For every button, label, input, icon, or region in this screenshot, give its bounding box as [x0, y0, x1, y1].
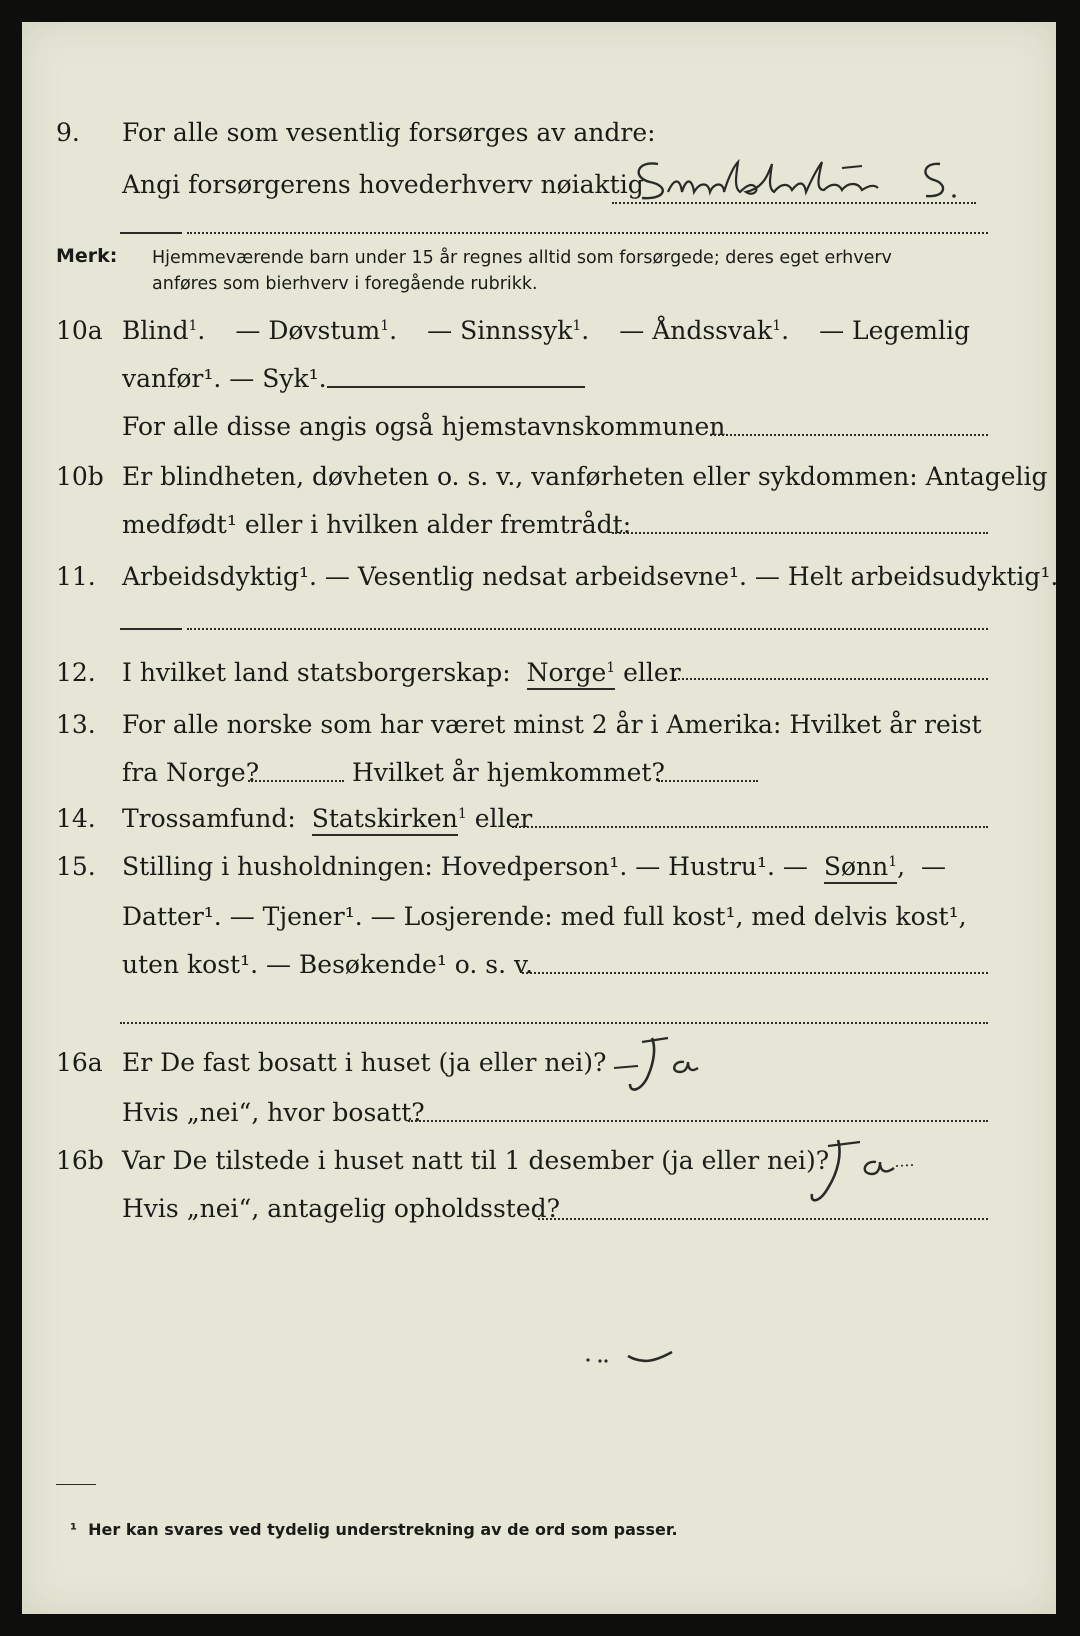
q14-line: Trossamfund: Statskirken$^1$ eller [122, 804, 532, 833]
q12-line [122, 658, 681, 687]
q14-prompt: Trossamfund: [122, 804, 296, 833]
q10a-legemlig: — Legemlig [819, 316, 970, 345]
q10a-syk-answer-line [327, 386, 585, 388]
q11-line1: Arbeidsdyktig¹. — Vesentlig nedsat arbeidsevne¹. — Helt arbeidsudyktig¹. [122, 562, 1059, 591]
q9-number: 9. [56, 118, 80, 147]
q10a-andssvak: — Åndssvak$^1$. [619, 316, 790, 345]
q9-line2: Angi forsørgerens hovederhverv nøiaktig [122, 170, 644, 199]
footnote [70, 1520, 678, 1539]
q15-line3: uten kost¹. — Besøkende¹ o. s. v. [122, 950, 534, 979]
q10a-number: 10a [56, 316, 103, 345]
q11-dotted-line [187, 628, 988, 630]
q13-line2a: fra Norge? [122, 758, 260, 787]
q15-dotted-line [522, 972, 988, 974]
q14-statskirken-underlined: Statskirken [312, 804, 458, 836]
q15-line1: Stilling i husholdningen: Hovedperson¹. — Hustru¹. — Sønn$^1$, — [122, 852, 946, 881]
q12-eller: eller [623, 658, 681, 687]
q10a-sinnssyk: — Sinnssyk$^1$. [427, 316, 590, 345]
q10b-line2: medfødt¹ eller i hvilken alder fremtrådt: [122, 510, 632, 539]
q10b-line1: Er blindheten, døvheten o. s. v., vanførheten eller sykdommen: Antagelig [122, 462, 1048, 491]
q15-sonn-underlined: Sønn$^1$ [824, 852, 897, 884]
handwritten-answer-smaabruker [628, 142, 968, 208]
q10b-number: 10b [56, 462, 104, 491]
handwritten-answer-ja-16b [802, 1132, 922, 1216]
q16b-line2: Hvis „nei“, antagelig opholdssted? [122, 1194, 561, 1223]
q16a-line1: Er De fast bosatt i huset (ja eller nei)? [122, 1048, 607, 1077]
q15-extra-dotted-line [120, 1022, 988, 1024]
q9-short-rule [120, 232, 182, 234]
q10a-line2: vanfør¹. — Syk¹. [122, 364, 327, 393]
q13-number: 13. [56, 710, 96, 739]
merk-line2: anføres som bierhverv i foregående rubrikk. [152, 274, 538, 294]
q9-extra-dotted-line [187, 232, 988, 234]
q10a-line1 [122, 316, 970, 345]
census-form-page [22, 22, 1059, 1614]
q10a-line3: For alle disse angis også hjemstavnskommunen [122, 412, 726, 441]
q11-short-rule [120, 628, 182, 630]
q16b-number: 16b [56, 1146, 104, 1175]
q13-line1: For alle norske som har været minst 2 år i Amerika: Hvilket år reist [122, 710, 982, 739]
q14-number: 14. [56, 804, 96, 833]
q9-line1: For alle som vesentlig forsørges av andre: [122, 118, 656, 147]
handwritten-answer-ja-16a [608, 1032, 718, 1102]
q10a-dovstum: — Døvstum$^1$. [235, 316, 398, 345]
q16a-number: 16a [56, 1048, 103, 1077]
q15-number: 15. [56, 852, 96, 881]
q13-reist-dotted-line [248, 780, 344, 782]
q11-number: 11. [56, 562, 96, 591]
footnote-rule [56, 1484, 96, 1485]
q16b-dotted-line [538, 1218, 988, 1220]
merk-line1: Hjemmeværende barn under 15 år regnes alltid som forsørgede; deres eget erhverv [152, 248, 892, 268]
q13-line2b: Hvilket år hjemkommet? [352, 758, 665, 787]
q16a-line2: Hvis „nei“, hvor bosatt? [122, 1098, 425, 1127]
q14-dotted-line [512, 826, 988, 828]
q10a-hjemstavn-dotted-line [710, 434, 988, 436]
q12-norge-underlined: Norge$^1$ [527, 658, 616, 690]
q10b-dotted-line [612, 532, 988, 534]
q16b-line1: Var De tilstede i huset natt til 1 desember (ja eller nei)? [122, 1146, 830, 1175]
q10a-blind: Blind$^1$. [122, 316, 206, 345]
q12-prompt: I hvilket land statsborgerskap: [122, 658, 511, 687]
merk-label: Merk: [56, 245, 118, 267]
q16a-dotted-line [408, 1120, 988, 1122]
pen-mark [582, 1342, 682, 1372]
footnote-mark: ¹ [70, 1520, 78, 1539]
q13-hjemkommet-dotted-line [658, 780, 758, 782]
q12-number: 12. [56, 658, 96, 687]
q12-dotted-line [674, 678, 988, 680]
q14-eller: eller [474, 804, 533, 833]
q15-line2: Datter¹. — Tjener¹. — Losjerende: med full kost¹, med delvis kost¹, [122, 902, 967, 931]
footnote-text: Her kan svares ved tydelig understrekning av de ord som passer. [88, 1520, 678, 1539]
